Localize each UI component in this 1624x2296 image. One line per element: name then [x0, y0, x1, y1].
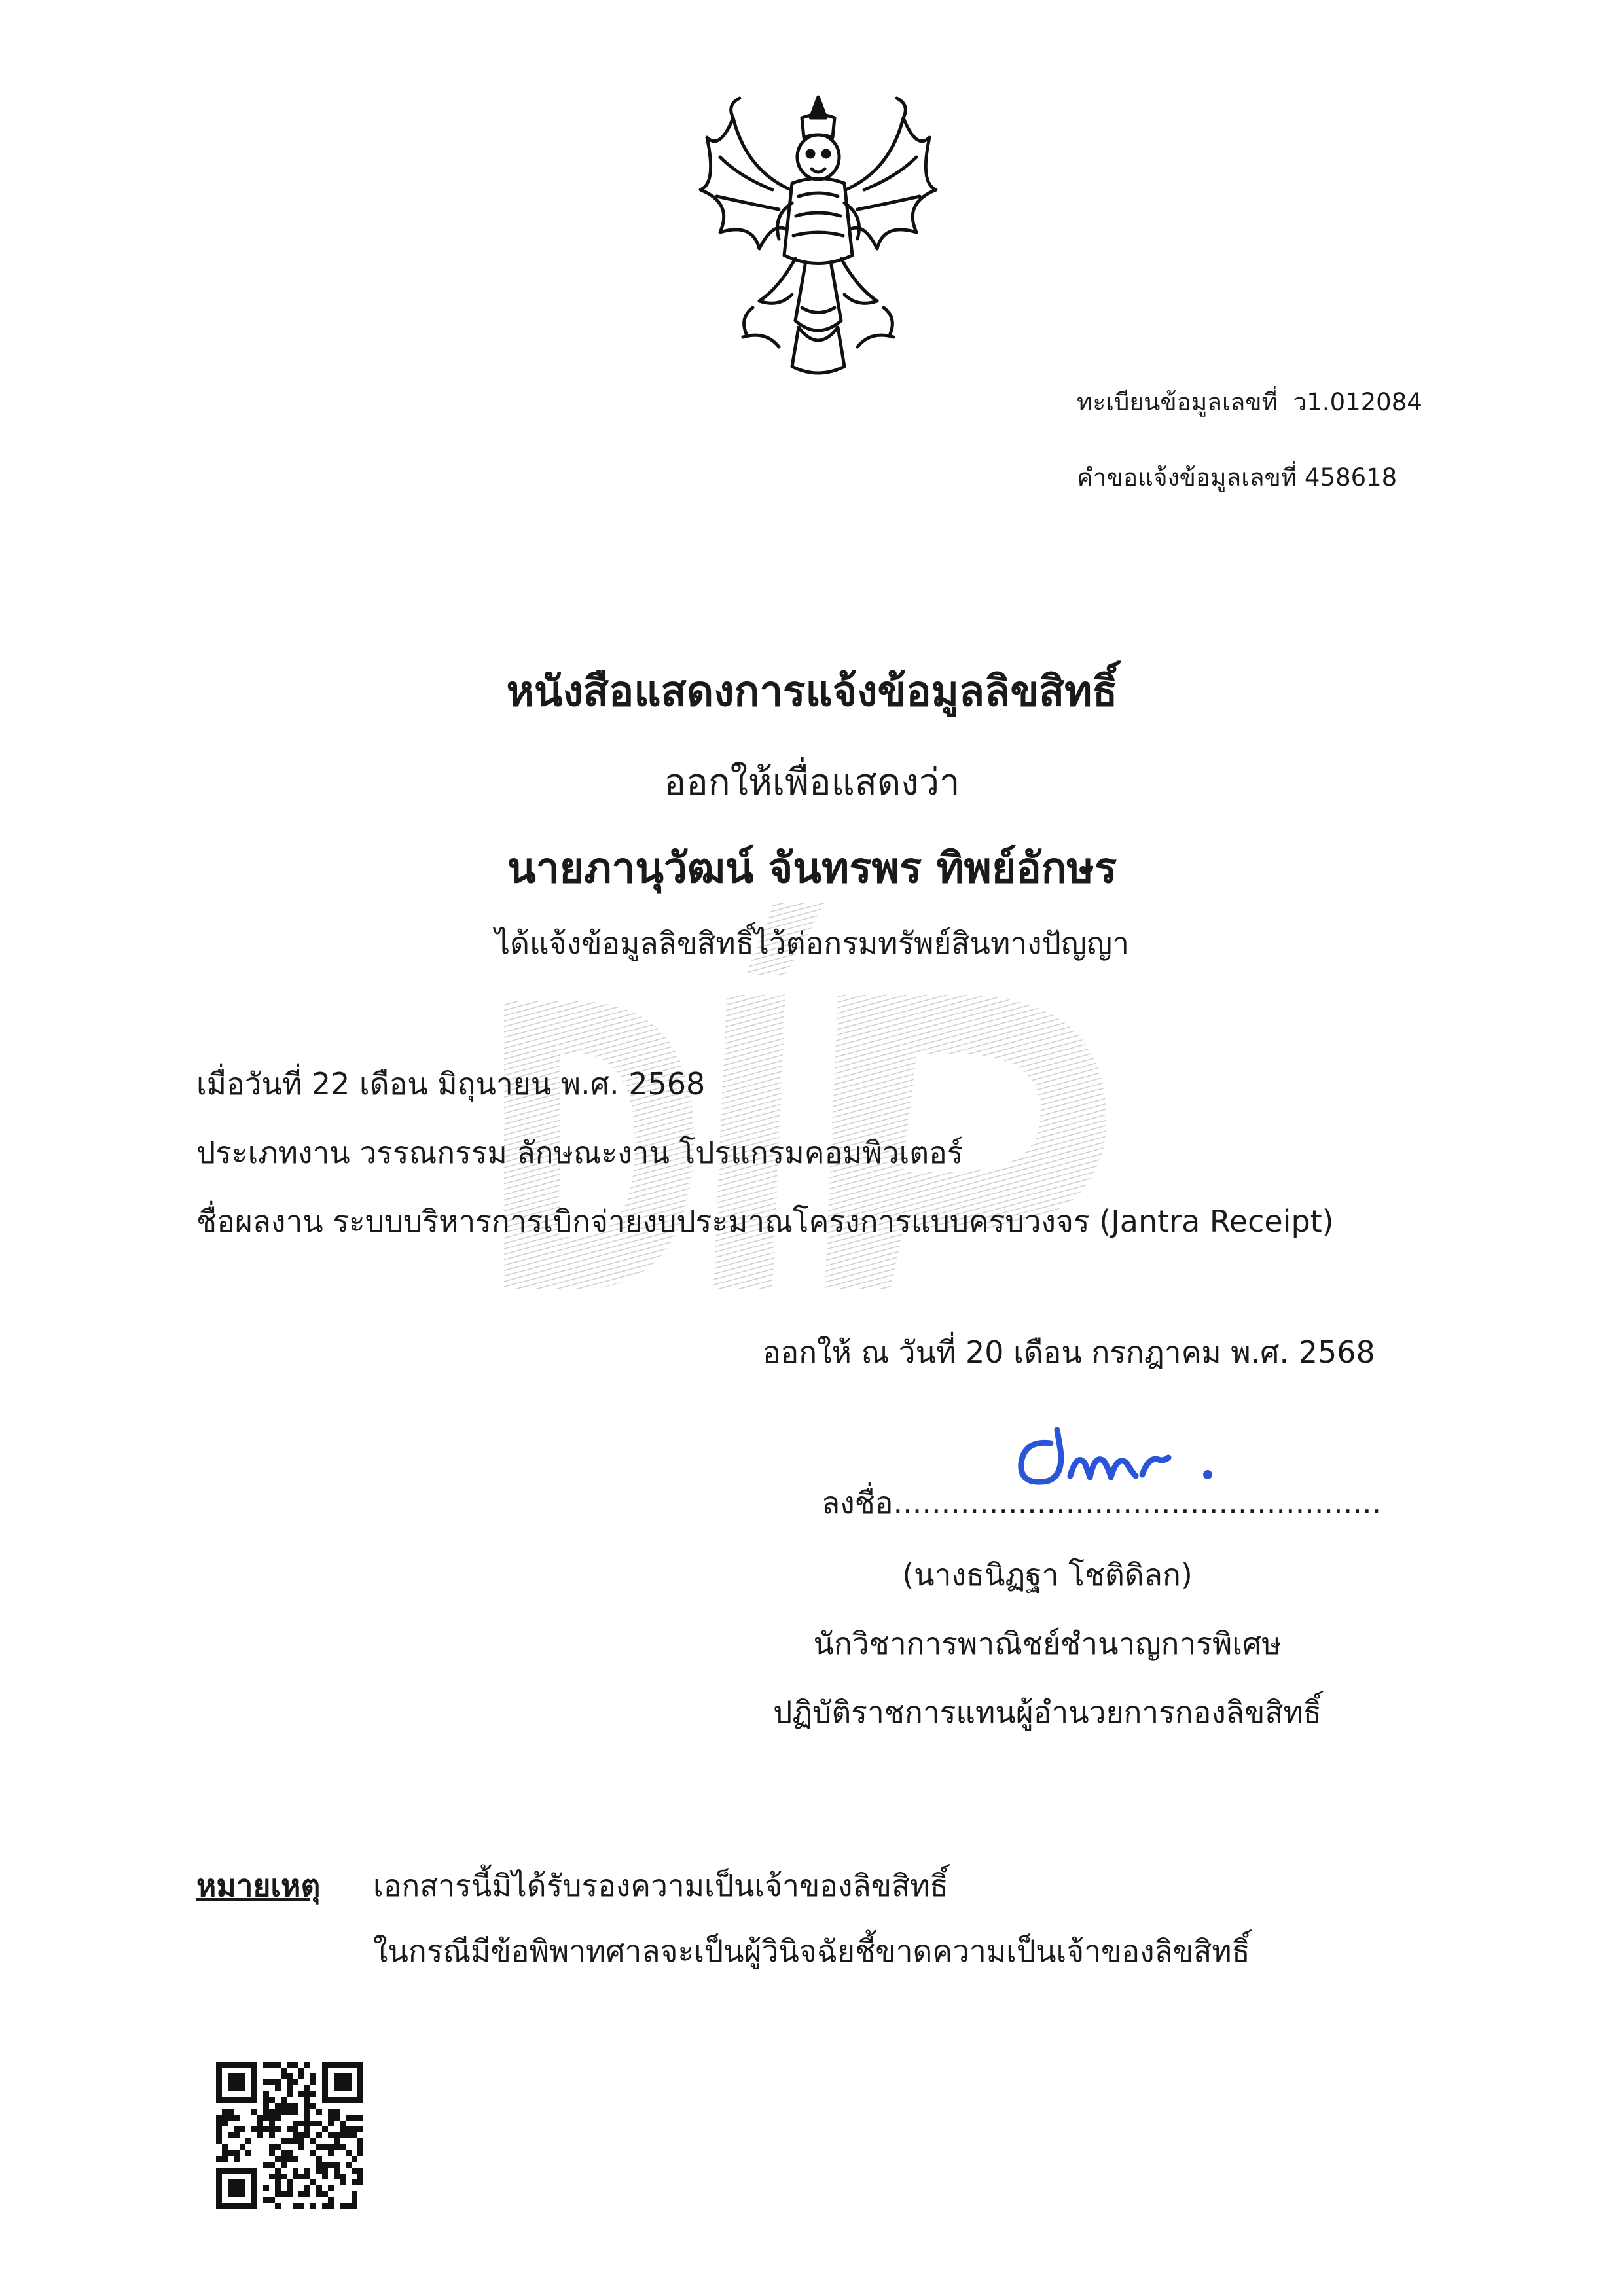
owner-name: นายภานุวัฒน์ จันทรพร ทิพย์อักษร — [507, 844, 1117, 893]
note-line-2: ในกรณีมีข้อพิพาทศาลจะเป็นผู้วินิจฉัยชี้ขาดความเป็นเจ้าของลิขสิทธิ์ — [373, 1933, 1250, 1969]
signature-line: ลงชื่อ................................................... — [821, 1485, 1382, 1520]
request-label: คำขอแจ้งข้อมูลเลขที่ — [1077, 463, 1297, 492]
issued-to-line: ออกให้เพื่อแสดงว่า — [664, 761, 960, 804]
qr-code-icon — [216, 2062, 363, 2209]
notified-date: เมื่อวันที่ 22 เดือน มิถุนายน พ.ศ. 2568 — [196, 1066, 706, 1102]
note-line-1: เอกสารนี้มิได้รับรองความเป็นเจ้าของลิขสิทธิ์ — [373, 1868, 948, 1903]
work-name: ชื่อผลงาน ระบบบริหารการเบิกจ่ายงบประมาณโครงการแบบครบวงจร (Jantra Receipt) — [196, 1204, 1334, 1239]
request-number-line — [1077, 458, 1397, 497]
work-type: ประเภทงาน วรรณกรรม ลักษณะงาน โปรแกรมคอมพิวเตอร์ — [196, 1135, 964, 1170]
signer-position: นักวิชาการพาณิชย์ชำนาญการพิเศษ — [813, 1626, 1282, 1661]
garuda-emblem-icon — [681, 92, 956, 386]
registration-number-line — [1077, 383, 1422, 422]
registered-line: ได้แจ้งข้อมูลลิขสิทธิ์ไว้ต่อกรมทรัพย์สินทางปัญญา — [495, 925, 1129, 961]
acting-for: ปฏิบัติราชการแทนผู้อำนวยการกองลิขสิทธิ์ — [773, 1695, 1322, 1730]
request-number: 458618 — [1304, 463, 1398, 492]
registration-label: ทะเบียนข้อมูลเลขที่ — [1077, 388, 1278, 416]
issue-date: ออกให้ ณ วันที่ 20 เดือน กรกฎาคม พ.ศ. 2568 — [763, 1335, 1375, 1370]
note-label: หมายเหตุ — [196, 1868, 321, 1903]
registration-number: ว1.012084 — [1293, 388, 1422, 416]
signer-name: (นางธนิฏฐา โชติดิลก) — [902, 1557, 1193, 1592]
certificate-title: หนังสือแสดงการแจ้งข้อมูลลิขสิทธิ์ — [506, 668, 1118, 716]
